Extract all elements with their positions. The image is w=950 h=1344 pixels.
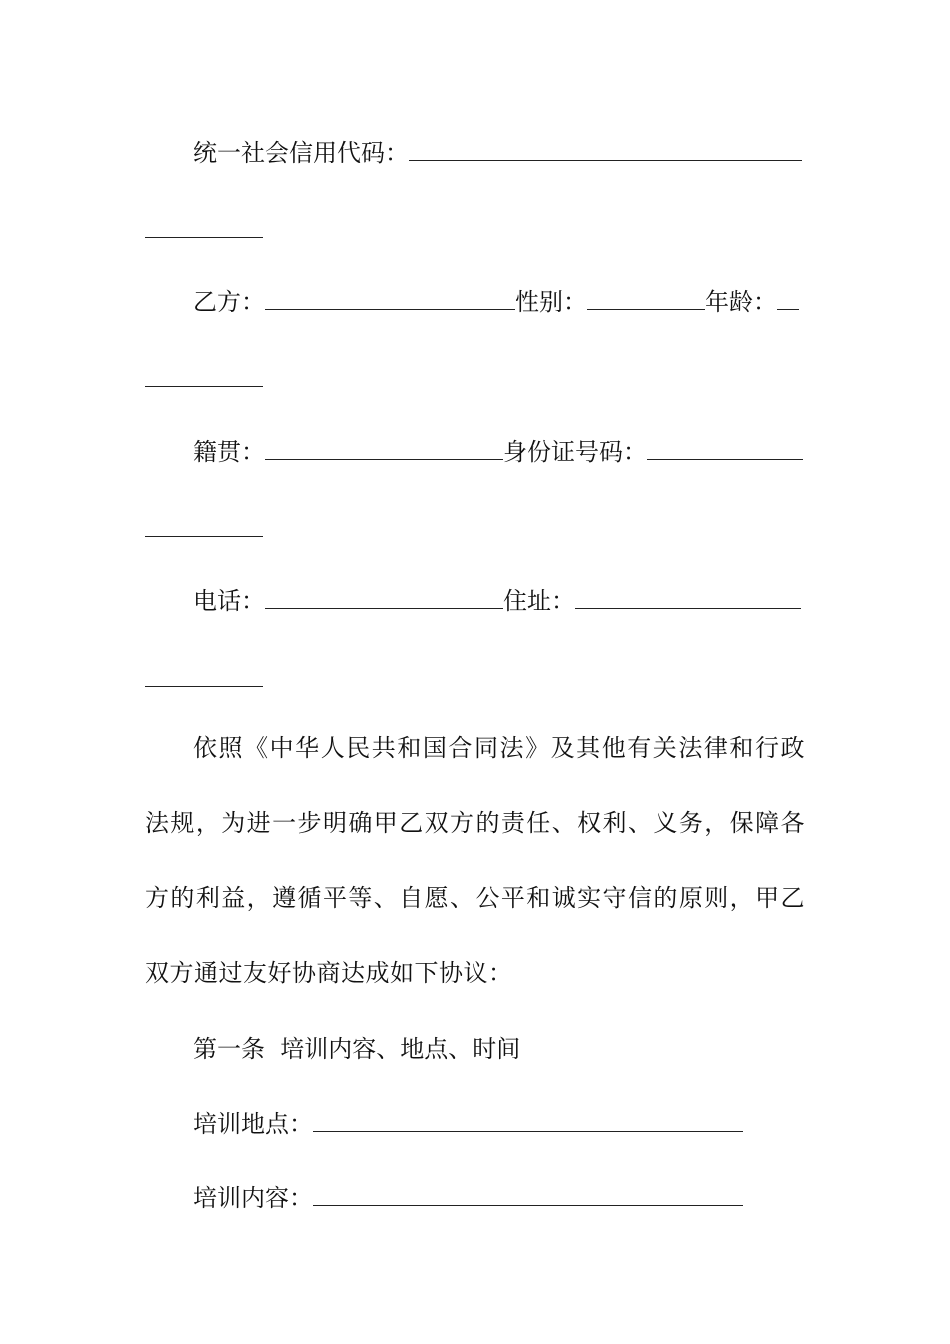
- id-number-label: 身份证号码：: [503, 438, 647, 466]
- training-location-label: 培训地点：: [193, 1110, 313, 1138]
- training-content-blank[interactable]: [313, 1183, 743, 1206]
- native-place-label: 籍贯：: [193, 438, 265, 466]
- training-location-row: [193, 1109, 743, 1139]
- article-1-heading: 第一条 培训内容、地点、时间: [193, 1035, 521, 1063]
- address-label: 住址：: [503, 587, 575, 615]
- age-blank[interactable]: [777, 287, 799, 310]
- address-blank[interactable]: [575, 586, 801, 609]
- training-content-row: [193, 1183, 743, 1213]
- native-place-blank[interactable]: [265, 437, 503, 460]
- preamble-paragraph: 依照《中华人民共和国合同法》及其他有关法律和行政法规，为进一步明确甲乙双方的责任、权利、义务，保障各方的利益，遵循平等、自愿、公平和诚实守信的原则，甲乙双方通过友好协商达成如下协议：: [145, 734, 805, 987]
- phone-blank[interactable]: [265, 586, 503, 609]
- gender-label: 性别：: [515, 288, 587, 316]
- address-blank-continuation[interactable]: [145, 685, 263, 687]
- native-place-row: [193, 437, 803, 467]
- training-location-blank[interactable]: [313, 1109, 743, 1132]
- party-b-row: [193, 287, 799, 317]
- credit-code-row: [193, 138, 802, 168]
- training-content-label: 培训内容：: [193, 1184, 313, 1212]
- phone-label: 电话：: [193, 587, 265, 615]
- id-number-blank[interactable]: [647, 437, 803, 460]
- credit-code-label: 统一社会信用代码：: [193, 139, 409, 167]
- phone-row: [193, 586, 801, 616]
- id-number-blank-continuation[interactable]: [145, 535, 263, 537]
- credit-code-blank[interactable]: [409, 138, 802, 161]
- gender-blank[interactable]: [587, 287, 705, 310]
- age-blank-continuation[interactable]: [145, 385, 263, 387]
- age-label: 年龄：: [705, 288, 777, 316]
- party-b-blank[interactable]: [265, 287, 515, 310]
- party-b-label: 乙方：: [193, 288, 265, 316]
- credit-code-blank-continuation[interactable]: [145, 236, 263, 238]
